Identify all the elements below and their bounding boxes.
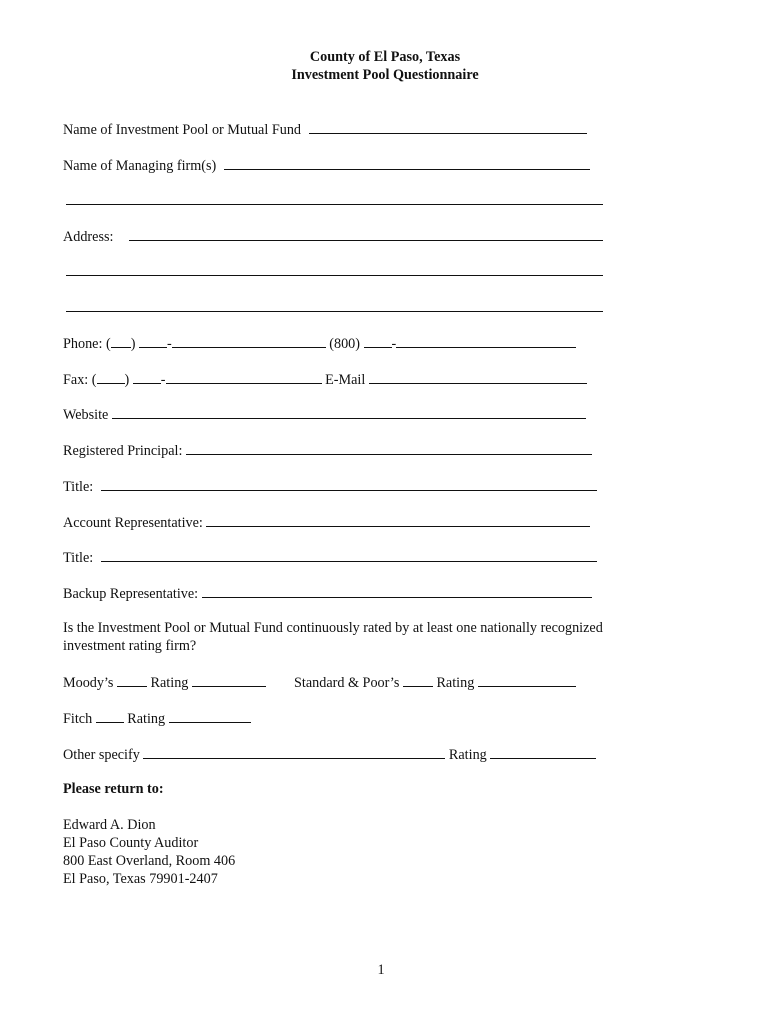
phone-label: Phone: [63, 336, 103, 352]
return-city: El Paso, Texas 79901-2407 [63, 871, 218, 887]
sp-rating-label: Rating [436, 675, 475, 691]
managing-firm-field[interactable] [224, 155, 590, 170]
phone-tollfree-field[interactable] [396, 333, 576, 348]
title2-field[interactable] [101, 547, 597, 562]
fund-name-field[interactable] [309, 119, 587, 134]
managing-firm-label: Name of Managing firm(s) [63, 158, 217, 174]
address-field-line3[interactable] [66, 311, 603, 312]
other-rating-label: Rating [448, 747, 487, 763]
sp-rating-field[interactable] [478, 672, 576, 687]
fax-email-row: Fax: ( ) - E-Mail [63, 369, 587, 389]
account-rep-label: Account Representative: [63, 515, 203, 531]
website-row [63, 404, 586, 424]
rating-question-line2: investment rating firm? [63, 638, 197, 654]
page-number: 1 [377, 962, 385, 978]
email-label: E-Mail [325, 372, 366, 388]
moodys-field[interactable] [117, 672, 147, 687]
return-org: El Paso County Auditor [63, 835, 199, 851]
phone-row: Phone: ( ) - (800) - [63, 333, 576, 353]
fitch-label: Fitch [63, 711, 93, 727]
title2-label: Title: [63, 550, 94, 566]
fax-field[interactable] [166, 369, 322, 384]
sp-label: Standard & Poor’s [294, 675, 400, 691]
sp-row [294, 672, 576, 692]
other-row [63, 744, 596, 764]
other-field[interactable] [143, 744, 445, 759]
moodys-row [63, 672, 266, 692]
title1-row [63, 476, 597, 496]
other-label: Other specify [63, 747, 140, 763]
fitch-row [63, 708, 251, 728]
website-label: Website [63, 407, 109, 423]
managing-firm-row [63, 155, 590, 175]
website-field[interactable] [112, 404, 586, 419]
email-field[interactable] [369, 369, 587, 384]
document-title: County of El Paso, Texas [309, 49, 461, 65]
fund-name-label: Name of Investment Pool or Mutual Fund [63, 122, 302, 138]
fax-label: Fax: [63, 372, 89, 388]
other-rating-field[interactable] [490, 744, 596, 759]
address-field[interactable] [129, 226, 603, 241]
fund-name-row [63, 119, 587, 139]
document-subtitle: Investment Pool Questionnaire [291, 67, 479, 83]
rating-question-line1: Is the Investment Pool or Mutual Fund continuously rated by at least one nationally recognized [63, 620, 603, 636]
backup-rep-field[interactable] [202, 583, 592, 598]
title1-label: Title: [63, 479, 94, 495]
phone-field[interactable] [172, 333, 326, 348]
address-field-line2[interactable] [66, 275, 603, 276]
moodys-rating-label: Rating [150, 675, 189, 691]
title2-row [63, 547, 597, 567]
moodys-rating-field[interactable] [192, 672, 266, 687]
fitch-rating-field[interactable] [169, 708, 251, 723]
return-heading: Please return to: [63, 781, 164, 797]
return-street: 800 East Overland, Room 406 [63, 853, 236, 869]
account-rep-field[interactable] [206, 512, 590, 527]
address-row [63, 226, 603, 246]
registered-principal-label: Registered Principal: [63, 443, 183, 459]
backup-rep-label: Backup Representative: [63, 586, 199, 602]
return-name: Edward A. Dion [63, 817, 156, 833]
registered-principal-row [63, 440, 592, 460]
title1-field[interactable] [101, 476, 597, 491]
account-rep-row [63, 512, 590, 532]
phone-tollfree-label: (800) [329, 336, 360, 352]
sp-field[interactable] [403, 672, 433, 687]
backup-rep-row [63, 583, 592, 603]
moodys-label: Moody’s [63, 675, 114, 691]
fitch-rating-label: Rating [127, 711, 166, 727]
fitch-field[interactable] [96, 708, 124, 723]
registered-principal-field[interactable] [186, 440, 592, 455]
managing-firm-field-line2[interactable] [66, 204, 603, 205]
address-label: Address: [63, 229, 114, 245]
